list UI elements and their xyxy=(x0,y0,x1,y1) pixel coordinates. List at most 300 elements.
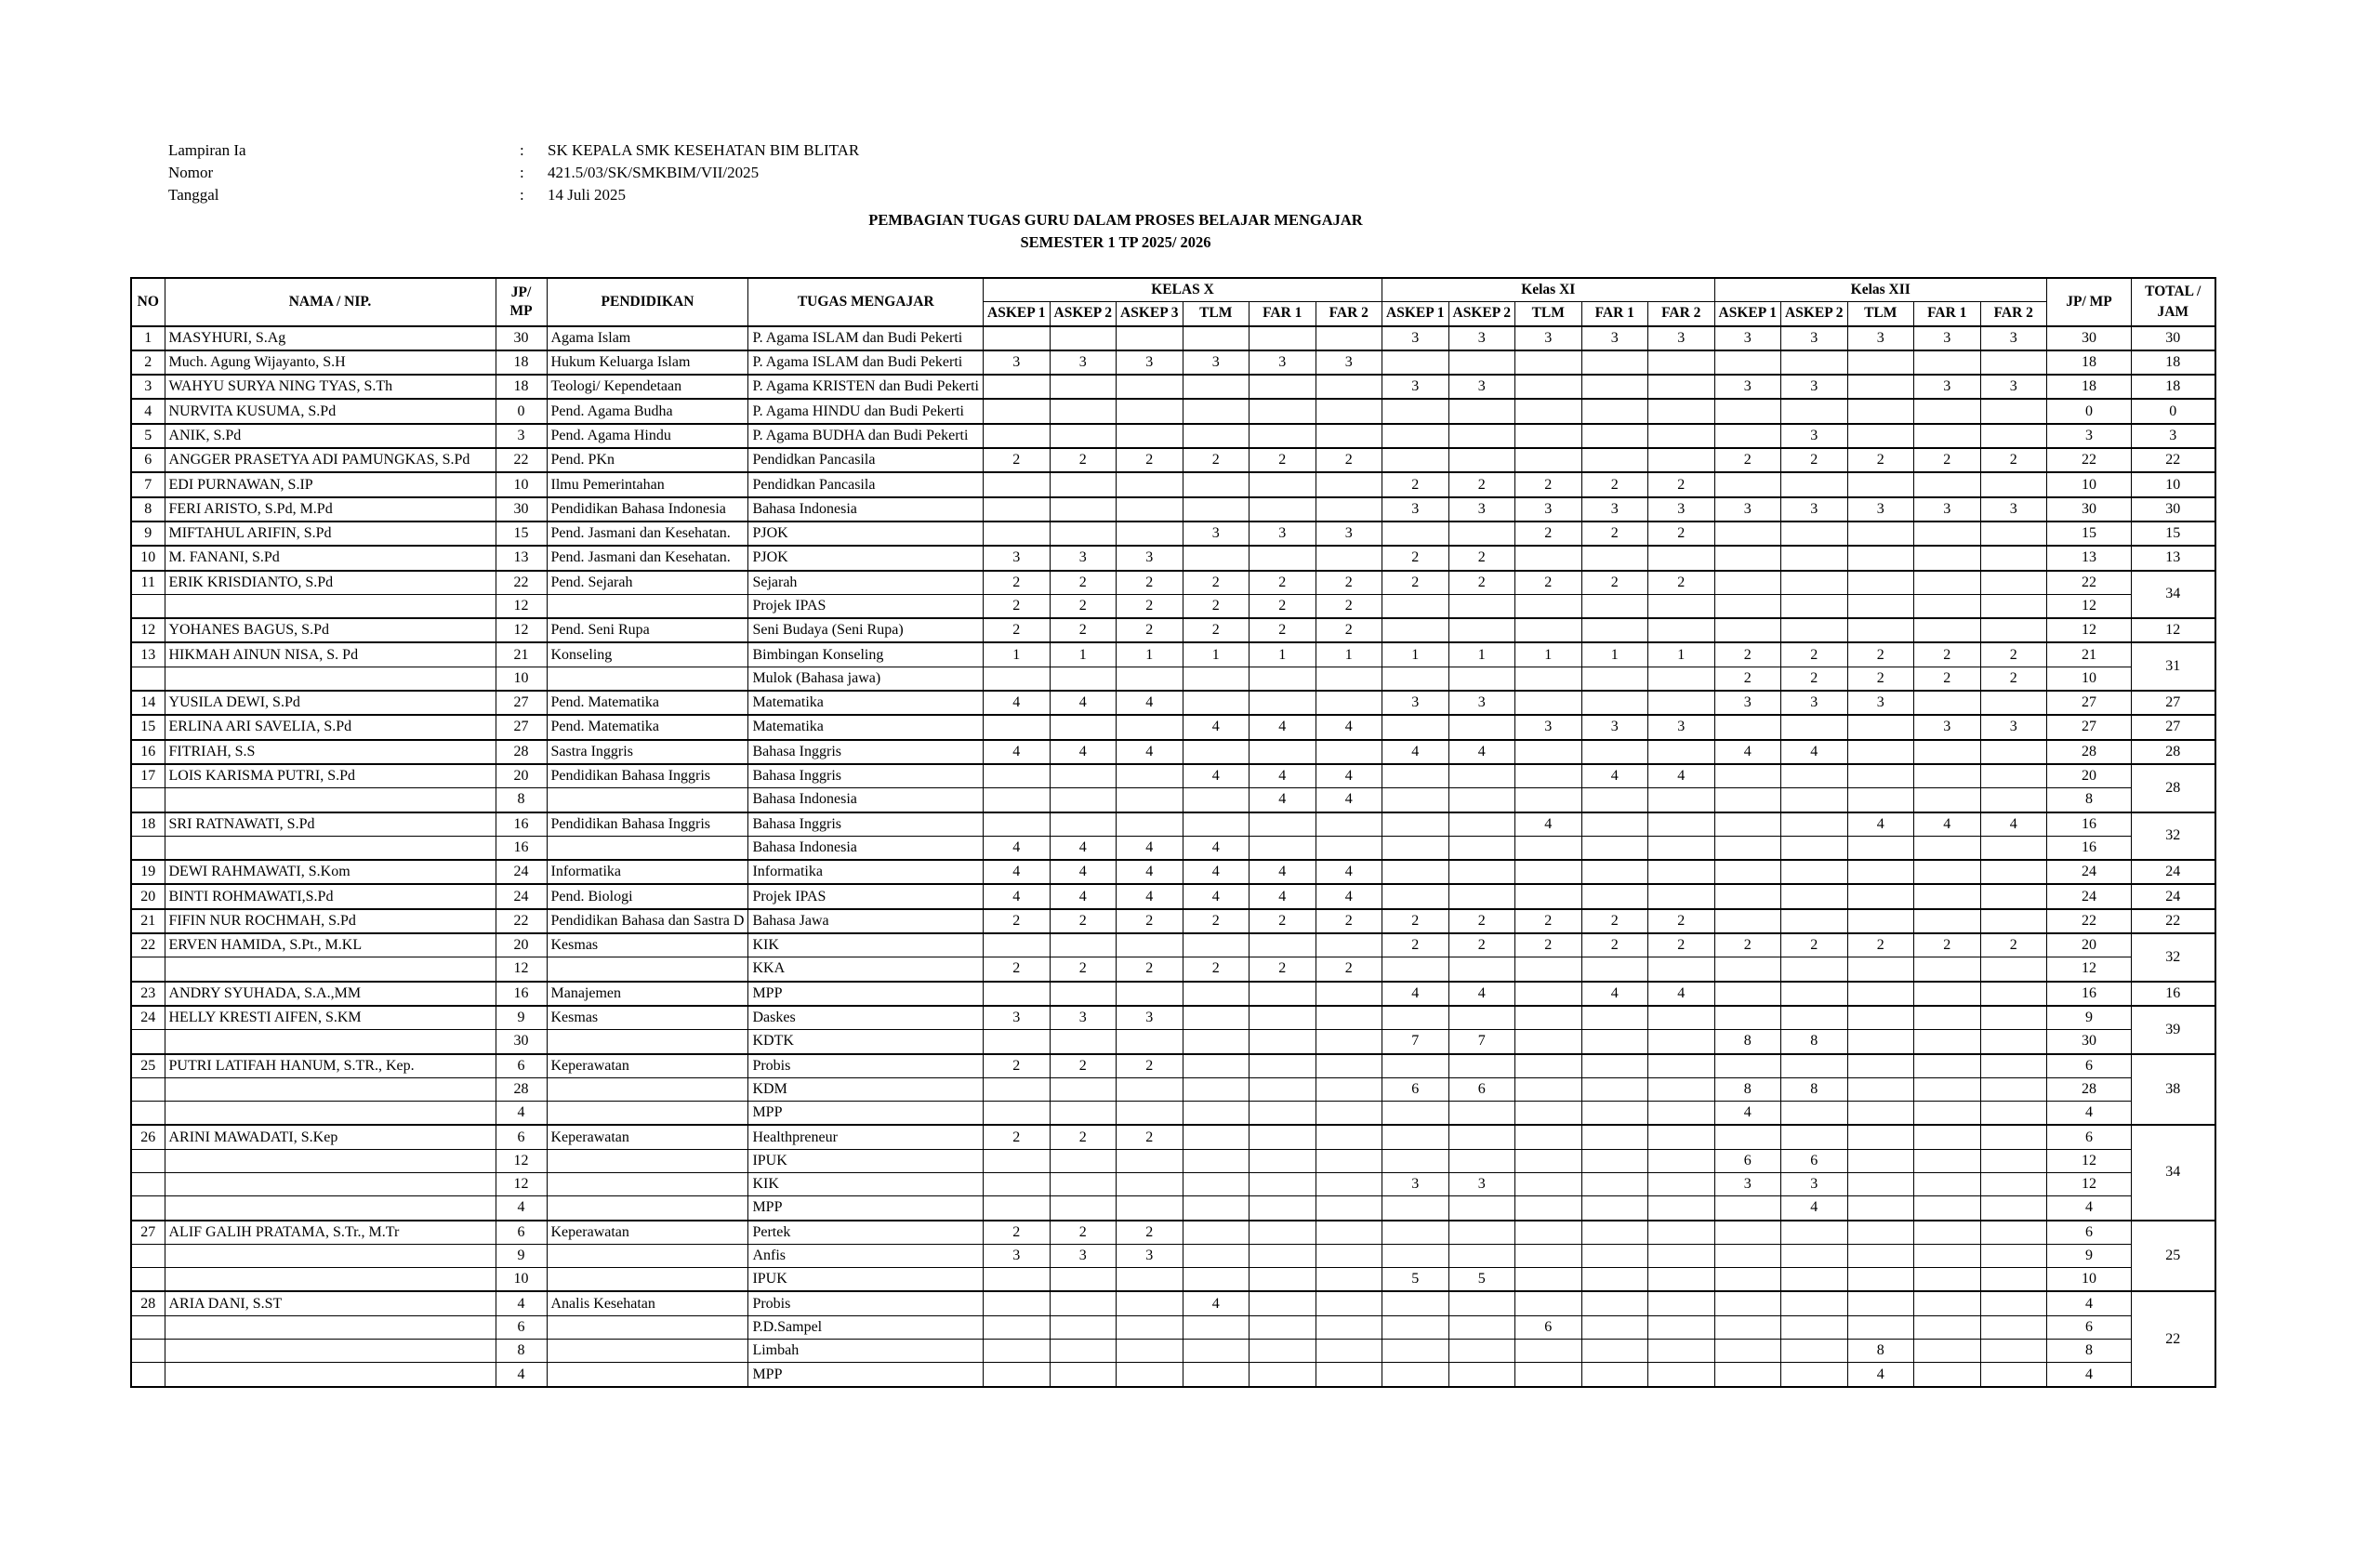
cell-pendidikan: Pend. Sejarah xyxy=(547,571,748,595)
cell-hours xyxy=(1581,424,1648,448)
cell-pendidikan: Hukum Keluarga Islam xyxy=(547,350,748,375)
cell-hours xyxy=(1914,399,1981,423)
cell-pendidikan xyxy=(547,1244,748,1267)
cell-hours xyxy=(984,375,1051,399)
cell-jp-mp: 15 xyxy=(2047,522,2132,546)
cell-tugas: PJOK xyxy=(748,546,984,570)
cell-hours xyxy=(1316,982,1382,1006)
subcol-class-group: FAR 2 xyxy=(1648,302,1715,326)
subcol-class-group: TLM xyxy=(1183,302,1250,326)
cell-hours: 3 xyxy=(1914,497,1981,522)
cell-hours xyxy=(1648,375,1715,399)
cell-hours: 4 xyxy=(1316,764,1382,788)
cell-hours: 4 xyxy=(1117,740,1183,764)
cell-pendidikan xyxy=(547,957,748,982)
cell-hours: 1 xyxy=(1117,642,1183,667)
cell-hours xyxy=(1183,399,1250,423)
cell-hours xyxy=(1914,957,1981,982)
cell-hours xyxy=(984,472,1051,496)
cell-nama xyxy=(165,1363,496,1387)
cell-jp: 9 xyxy=(496,1006,547,1030)
cell-hours xyxy=(1183,1221,1250,1245)
cell-no xyxy=(131,1196,165,1221)
cell-hours: 2 xyxy=(1914,642,1981,667)
cell-hours xyxy=(984,497,1051,522)
cell-hours xyxy=(1648,424,1715,448)
cell-hours: 2 xyxy=(1316,594,1382,618)
cell-no: 20 xyxy=(131,884,165,908)
cell-hours xyxy=(1183,788,1250,812)
cell-hours xyxy=(984,1315,1051,1339)
cell-hours: 1 xyxy=(1648,642,1715,667)
cell-hours xyxy=(1648,667,1715,691)
cell-hours xyxy=(1382,860,1449,884)
table-row xyxy=(131,375,2215,399)
cell-hours xyxy=(1648,957,1715,982)
cell-hours: 2 xyxy=(1117,1125,1183,1149)
cell-pendidikan xyxy=(547,667,748,691)
cell-no: 24 xyxy=(131,1006,165,1030)
cell-hours xyxy=(1515,860,1582,884)
cell-hours: 2 xyxy=(1050,618,1117,642)
cell-hours xyxy=(1781,571,1848,595)
cell-hours: 2 xyxy=(1914,667,1981,691)
cell-no xyxy=(131,1315,165,1339)
cell-pendidikan: Pend. PKn xyxy=(547,448,748,472)
cell-hours xyxy=(1515,618,1582,642)
cell-hours: 2 xyxy=(1847,642,1914,667)
cell-hours: 2 xyxy=(1050,448,1117,472)
cell-hours: 2 xyxy=(1050,1125,1117,1149)
cell-hours xyxy=(1316,1077,1382,1101)
cell-pendidikan xyxy=(547,1340,748,1363)
table-row xyxy=(131,788,2215,812)
cell-hours xyxy=(1581,1291,1648,1315)
cell-hours xyxy=(1847,1030,1914,1054)
cell-hours: 2 xyxy=(1250,448,1316,472)
cell-hours xyxy=(1914,1315,1981,1339)
cell-hours: 1 xyxy=(1515,642,1582,667)
cell-hours xyxy=(1515,1172,1582,1195)
cell-hours xyxy=(1648,1030,1715,1054)
cell-pendidikan: Pendidikan Bahasa dan Sastra D xyxy=(547,909,748,933)
cell-hours xyxy=(1781,909,1848,933)
cell-hours: 8 xyxy=(1847,1340,1914,1363)
cell-jp: 6 xyxy=(496,1315,547,1339)
cell-hours xyxy=(1980,1125,2047,1149)
cell-hours: 2 xyxy=(1515,909,1582,933)
cell-nama: ERLINA ARI SAVELIA, S.Pd xyxy=(165,715,496,739)
cell-hours: 1 xyxy=(1316,642,1382,667)
cell-tugas: Sejarah xyxy=(748,571,984,595)
cell-hours: 2 xyxy=(1382,933,1449,957)
cell-hours xyxy=(1316,933,1382,957)
cell-no: 10 xyxy=(131,546,165,570)
cell-hours xyxy=(1183,1006,1250,1030)
cell-hours xyxy=(1250,1244,1316,1267)
cell-hours xyxy=(1648,1221,1715,1245)
cell-hours: 2 xyxy=(984,618,1051,642)
cell-pendidikan: Pendidikan Bahasa Inggris xyxy=(547,812,748,837)
cell-jp-mp: 8 xyxy=(2047,788,2132,812)
cell-hours xyxy=(1448,812,1515,837)
cell-hours xyxy=(1316,1149,1382,1172)
cell-hours xyxy=(1050,933,1117,957)
cell-hours xyxy=(1250,472,1316,496)
cell-hours xyxy=(1448,399,1515,423)
cell-hours xyxy=(1050,1315,1117,1339)
cell-hours: 7 xyxy=(1382,1030,1449,1054)
cell-no: 27 xyxy=(131,1221,165,1245)
cell-hours xyxy=(984,522,1051,546)
cell-hours xyxy=(1250,1077,1316,1101)
cell-hours: 2 xyxy=(1648,472,1715,496)
cell-hours: 4 xyxy=(984,860,1051,884)
cell-hours: 2 xyxy=(984,594,1051,618)
cell-hours xyxy=(1316,1054,1382,1078)
cell-hours xyxy=(1648,594,1715,618)
cell-nama: YUSILA DEWI, S.Pd xyxy=(165,691,496,715)
cell-tugas: Bahasa Indonesia xyxy=(748,788,984,812)
cell-no xyxy=(131,1363,165,1387)
cell-hours xyxy=(1183,1077,1250,1101)
cell-no xyxy=(131,1102,165,1126)
cell-hours: 2 xyxy=(1183,957,1250,982)
cell-hours xyxy=(1980,1221,2047,1245)
cell-hours xyxy=(1515,1244,1582,1267)
cell-hours: 2 xyxy=(984,909,1051,933)
cell-tugas: Projek IPAS xyxy=(748,594,984,618)
cell-hours xyxy=(1980,546,2047,570)
cell-hours xyxy=(1847,522,1914,546)
cell-hours xyxy=(1448,715,1515,739)
cell-tugas: Anfis xyxy=(748,1244,984,1267)
cell-tugas: KDTK xyxy=(748,1030,984,1054)
cell-hours xyxy=(1714,424,1781,448)
cell-hours: 2 xyxy=(1117,594,1183,618)
cell-hours xyxy=(1050,812,1117,837)
cell-jp-mp: 16 xyxy=(2047,812,2132,837)
cell-hours xyxy=(984,1340,1051,1363)
cell-hours: 3 xyxy=(1648,715,1715,739)
cell-hours: 4 xyxy=(1250,860,1316,884)
table-row xyxy=(131,326,2215,350)
cell-hours xyxy=(1648,1125,1715,1149)
cell-hours xyxy=(1515,448,1582,472)
cell-hours: 3 xyxy=(1581,497,1648,522)
cell-tugas: P. Agama BUDHA dan Budi Pekerti xyxy=(748,424,984,448)
cell-hours xyxy=(1448,594,1515,618)
cell-hours xyxy=(1250,812,1316,837)
cell-hours xyxy=(1581,1006,1648,1030)
cell-hours xyxy=(1581,618,1648,642)
cell-hours xyxy=(1382,1291,1449,1315)
cell-hours: 2 xyxy=(1515,933,1582,957)
cell-jp-mp: 4 xyxy=(2047,1102,2132,1126)
cell-hours xyxy=(1382,350,1449,375)
cell-pendidikan: Sastra Inggris xyxy=(547,740,748,764)
cell-total-jam: 22 xyxy=(2132,448,2215,472)
colon: : xyxy=(520,141,524,159)
cell-pendidikan: Analis Kesehatan xyxy=(547,1291,748,1315)
cell-tugas: Informatika xyxy=(748,860,984,884)
cell-hours: 3 xyxy=(1714,326,1781,350)
table-row xyxy=(131,1340,2215,1363)
cell-hours xyxy=(1914,788,1981,812)
cell-jp-mp: 16 xyxy=(2047,982,2132,1006)
cell-pendidikan: Ilmu Pemerintahan xyxy=(547,472,748,496)
cell-nama: ERIK KRISDIANTO, S.Pd xyxy=(165,571,496,595)
cell-hours xyxy=(1316,1221,1382,1245)
cell-hours: 8 xyxy=(1714,1030,1781,1054)
cell-hours xyxy=(1117,667,1183,691)
meta-lampiran xyxy=(168,139,859,162)
cell-hours: 2 xyxy=(1117,909,1183,933)
cell-hours xyxy=(1980,618,2047,642)
cell-pendidikan: Pend. Seni Rupa xyxy=(547,618,748,642)
cell-nama: FERI ARISTO, S.Pd, M.Pd xyxy=(165,497,496,522)
cell-jp: 8 xyxy=(496,788,547,812)
tanggal-label: Tanggal xyxy=(168,186,219,204)
cell-hours: 2 xyxy=(1648,933,1715,957)
cell-hours xyxy=(1914,740,1981,764)
cell-tugas: P. Agama ISLAM dan Budi Pekerti xyxy=(748,350,984,375)
cell-hours xyxy=(1581,957,1648,982)
cell-hours xyxy=(1448,860,1515,884)
cell-hours xyxy=(1847,618,1914,642)
cell-hours: 4 xyxy=(1581,982,1648,1006)
cell-hours xyxy=(1183,326,1250,350)
cell-hours xyxy=(1847,740,1914,764)
cell-hours: 4 xyxy=(1316,788,1382,812)
cell-jp: 16 xyxy=(496,836,547,860)
cell-nama: FITRIAH, S.S xyxy=(165,740,496,764)
cell-hours: 2 xyxy=(1781,642,1848,667)
cell-hours xyxy=(1050,715,1117,739)
subcol-class-group: FAR 1 xyxy=(1581,302,1648,326)
cell-hours xyxy=(1847,1244,1914,1267)
cell-hours xyxy=(1515,1077,1582,1101)
cell-no: 21 xyxy=(131,909,165,933)
cell-hours xyxy=(1714,1221,1781,1245)
cell-no: 8 xyxy=(131,497,165,522)
table-row xyxy=(131,1102,2215,1126)
cell-hours xyxy=(1781,764,1848,788)
subcol-class-group: FAR 2 xyxy=(1316,302,1382,326)
cell-jp: 27 xyxy=(496,715,547,739)
subcol-class-group: ASKEP 2 xyxy=(1781,302,1848,326)
cell-hours xyxy=(1714,1340,1781,1363)
cell-pendidikan xyxy=(547,1077,748,1101)
cell-hours xyxy=(1914,1102,1981,1126)
cell-hours xyxy=(1316,1102,1382,1126)
cell-hours: 6 xyxy=(1448,1077,1515,1101)
cell-hours xyxy=(1183,1030,1250,1054)
cell-no xyxy=(131,667,165,691)
table-row xyxy=(131,1054,2215,1078)
cell-hours xyxy=(1382,836,1449,860)
cell-jp: 4 xyxy=(496,1102,547,1126)
table-row xyxy=(131,1006,2215,1030)
cell-pendidikan: Agama Islam xyxy=(547,326,748,350)
cell-hours xyxy=(1448,1340,1515,1363)
cell-hours: 2 xyxy=(1448,909,1515,933)
cell-hours: 2 xyxy=(1847,667,1914,691)
cell-hours xyxy=(1183,1149,1250,1172)
cell-hours: 4 xyxy=(1250,715,1316,739)
cell-hours xyxy=(1515,399,1582,423)
teaching-assignment-table xyxy=(130,277,2216,1388)
cell-hours: 2 xyxy=(1250,618,1316,642)
cell-hours xyxy=(1581,1196,1648,1221)
col-no: NO xyxy=(131,278,165,326)
cell-hours xyxy=(1448,1363,1515,1387)
cell-jp: 12 xyxy=(496,957,547,982)
cell-jp: 12 xyxy=(496,1172,547,1195)
cell-hours xyxy=(1781,715,1848,739)
cell-jp-mp: 8 xyxy=(2047,1340,2132,1363)
cell-hours xyxy=(1117,326,1183,350)
cell-hours xyxy=(1250,691,1316,715)
cell-hours: 6 xyxy=(1781,1149,1848,1172)
cell-hours xyxy=(1448,667,1515,691)
cell-hours xyxy=(1515,957,1582,982)
cell-hours xyxy=(1382,1102,1449,1126)
cell-hours xyxy=(1316,1363,1382,1387)
cell-hours xyxy=(1448,1291,1515,1315)
table-row xyxy=(131,642,2215,667)
cell-hours xyxy=(1050,788,1117,812)
cell-hours: 2 xyxy=(1448,472,1515,496)
cell-hours: 2 xyxy=(1515,522,1582,546)
cell-total-jam: 18 xyxy=(2132,350,2215,375)
cell-hours xyxy=(1250,1315,1316,1339)
cell-total-jam: 28 xyxy=(2132,764,2215,812)
subcol-class-group: FAR 1 xyxy=(1250,302,1316,326)
cell-hours xyxy=(1250,1006,1316,1030)
cell-hours: 2 xyxy=(1382,571,1449,595)
cell-hours xyxy=(1781,1006,1848,1030)
cell-hours xyxy=(1117,424,1183,448)
cell-hours: 2 xyxy=(1117,1054,1183,1078)
cell-hours xyxy=(1316,1315,1382,1339)
cell-no: 22 xyxy=(131,933,165,957)
cell-hours xyxy=(1781,594,1848,618)
cell-nama: HIKMAH AINUN NISA, S. Pd xyxy=(165,642,496,667)
cell-no xyxy=(131,594,165,618)
cell-nama xyxy=(165,836,496,860)
cell-jp-mp: 10 xyxy=(2047,472,2132,496)
cell-jp-mp: 4 xyxy=(2047,1363,2132,1387)
cell-hours: 4 xyxy=(1382,740,1449,764)
cell-jp: 22 xyxy=(496,448,547,472)
cell-hours xyxy=(1117,1077,1183,1101)
cell-hours xyxy=(1382,448,1449,472)
cell-hours: 2 xyxy=(1117,618,1183,642)
cell-jp-mp: 12 xyxy=(2047,957,2132,982)
cell-hours xyxy=(1914,982,1981,1006)
cell-no: 17 xyxy=(131,764,165,788)
cell-nama: MASYHURI, S.Ag xyxy=(165,326,496,350)
cell-hours: 4 xyxy=(1316,860,1382,884)
cell-hours xyxy=(1250,1221,1316,1245)
cell-hours xyxy=(1847,1149,1914,1172)
cell-hours xyxy=(1914,546,1981,570)
cell-jp-mp: 21 xyxy=(2047,642,2132,667)
cell-hours xyxy=(1847,1006,1914,1030)
cell-tugas: KIK xyxy=(748,933,984,957)
cell-hours xyxy=(1448,1315,1515,1339)
cell-hours xyxy=(1117,1363,1183,1387)
cell-hours: 4 xyxy=(984,740,1051,764)
cell-jp: 10 xyxy=(496,667,547,691)
table-row xyxy=(131,472,2215,496)
cell-nama xyxy=(165,1196,496,1221)
cell-nama xyxy=(165,1172,496,1195)
cell-hours xyxy=(1515,667,1582,691)
meta-tanggal xyxy=(168,184,859,206)
cell-hours xyxy=(1648,448,1715,472)
cell-hours: 2 xyxy=(1050,1221,1117,1245)
cell-hours: 2 xyxy=(1117,448,1183,472)
cell-jp: 18 xyxy=(496,375,547,399)
cell-hours: 3 xyxy=(1382,1172,1449,1195)
cell-pendidikan xyxy=(547,1030,748,1054)
cell-hours xyxy=(1847,375,1914,399)
cell-hours xyxy=(1117,788,1183,812)
subcol-class-group: ASKEP 2 xyxy=(1448,302,1515,326)
cell-no: 9 xyxy=(131,522,165,546)
cell-jp-mp: 4 xyxy=(2047,1291,2132,1315)
cell-hours xyxy=(1581,1149,1648,1172)
cell-hours xyxy=(1581,1340,1648,1363)
cell-hours xyxy=(1117,1340,1183,1363)
cell-hours xyxy=(1250,399,1316,423)
cell-no: 14 xyxy=(131,691,165,715)
cell-hours: 2 xyxy=(984,1221,1051,1245)
cell-pendidikan xyxy=(547,1196,748,1221)
cell-hours xyxy=(1714,1125,1781,1149)
cell-hours xyxy=(1914,472,1981,496)
cell-hours: 3 xyxy=(1847,691,1914,715)
cell-hours: 3 xyxy=(1448,497,1515,522)
cell-hours xyxy=(1515,740,1582,764)
col-pendidikan: PENDIDIKAN xyxy=(547,278,748,326)
cell-hours xyxy=(1183,1102,1250,1126)
table-row xyxy=(131,1125,2215,1149)
cell-hours xyxy=(1781,1102,1848,1126)
table-row xyxy=(131,982,2215,1006)
cell-total-jam: 25 xyxy=(2132,1221,2215,1292)
cell-hours xyxy=(1382,957,1449,982)
table-row xyxy=(131,740,2215,764)
cell-hours xyxy=(1382,594,1449,618)
document-meta xyxy=(168,139,859,206)
cell-hours xyxy=(1648,1340,1715,1363)
cell-hours xyxy=(1515,982,1582,1006)
table-row xyxy=(131,1291,2215,1315)
cell-hours xyxy=(1183,1363,1250,1387)
cell-jp: 20 xyxy=(496,933,547,957)
cell-hours xyxy=(1515,546,1582,570)
cell-hours xyxy=(1117,522,1183,546)
cell-hours xyxy=(1050,326,1117,350)
cell-hours xyxy=(1781,399,1848,423)
cell-hours xyxy=(984,1363,1051,1387)
cell-hours xyxy=(1847,1172,1914,1195)
cell-pendidikan xyxy=(547,1363,748,1387)
cell-hours: 6 xyxy=(1515,1315,1582,1339)
